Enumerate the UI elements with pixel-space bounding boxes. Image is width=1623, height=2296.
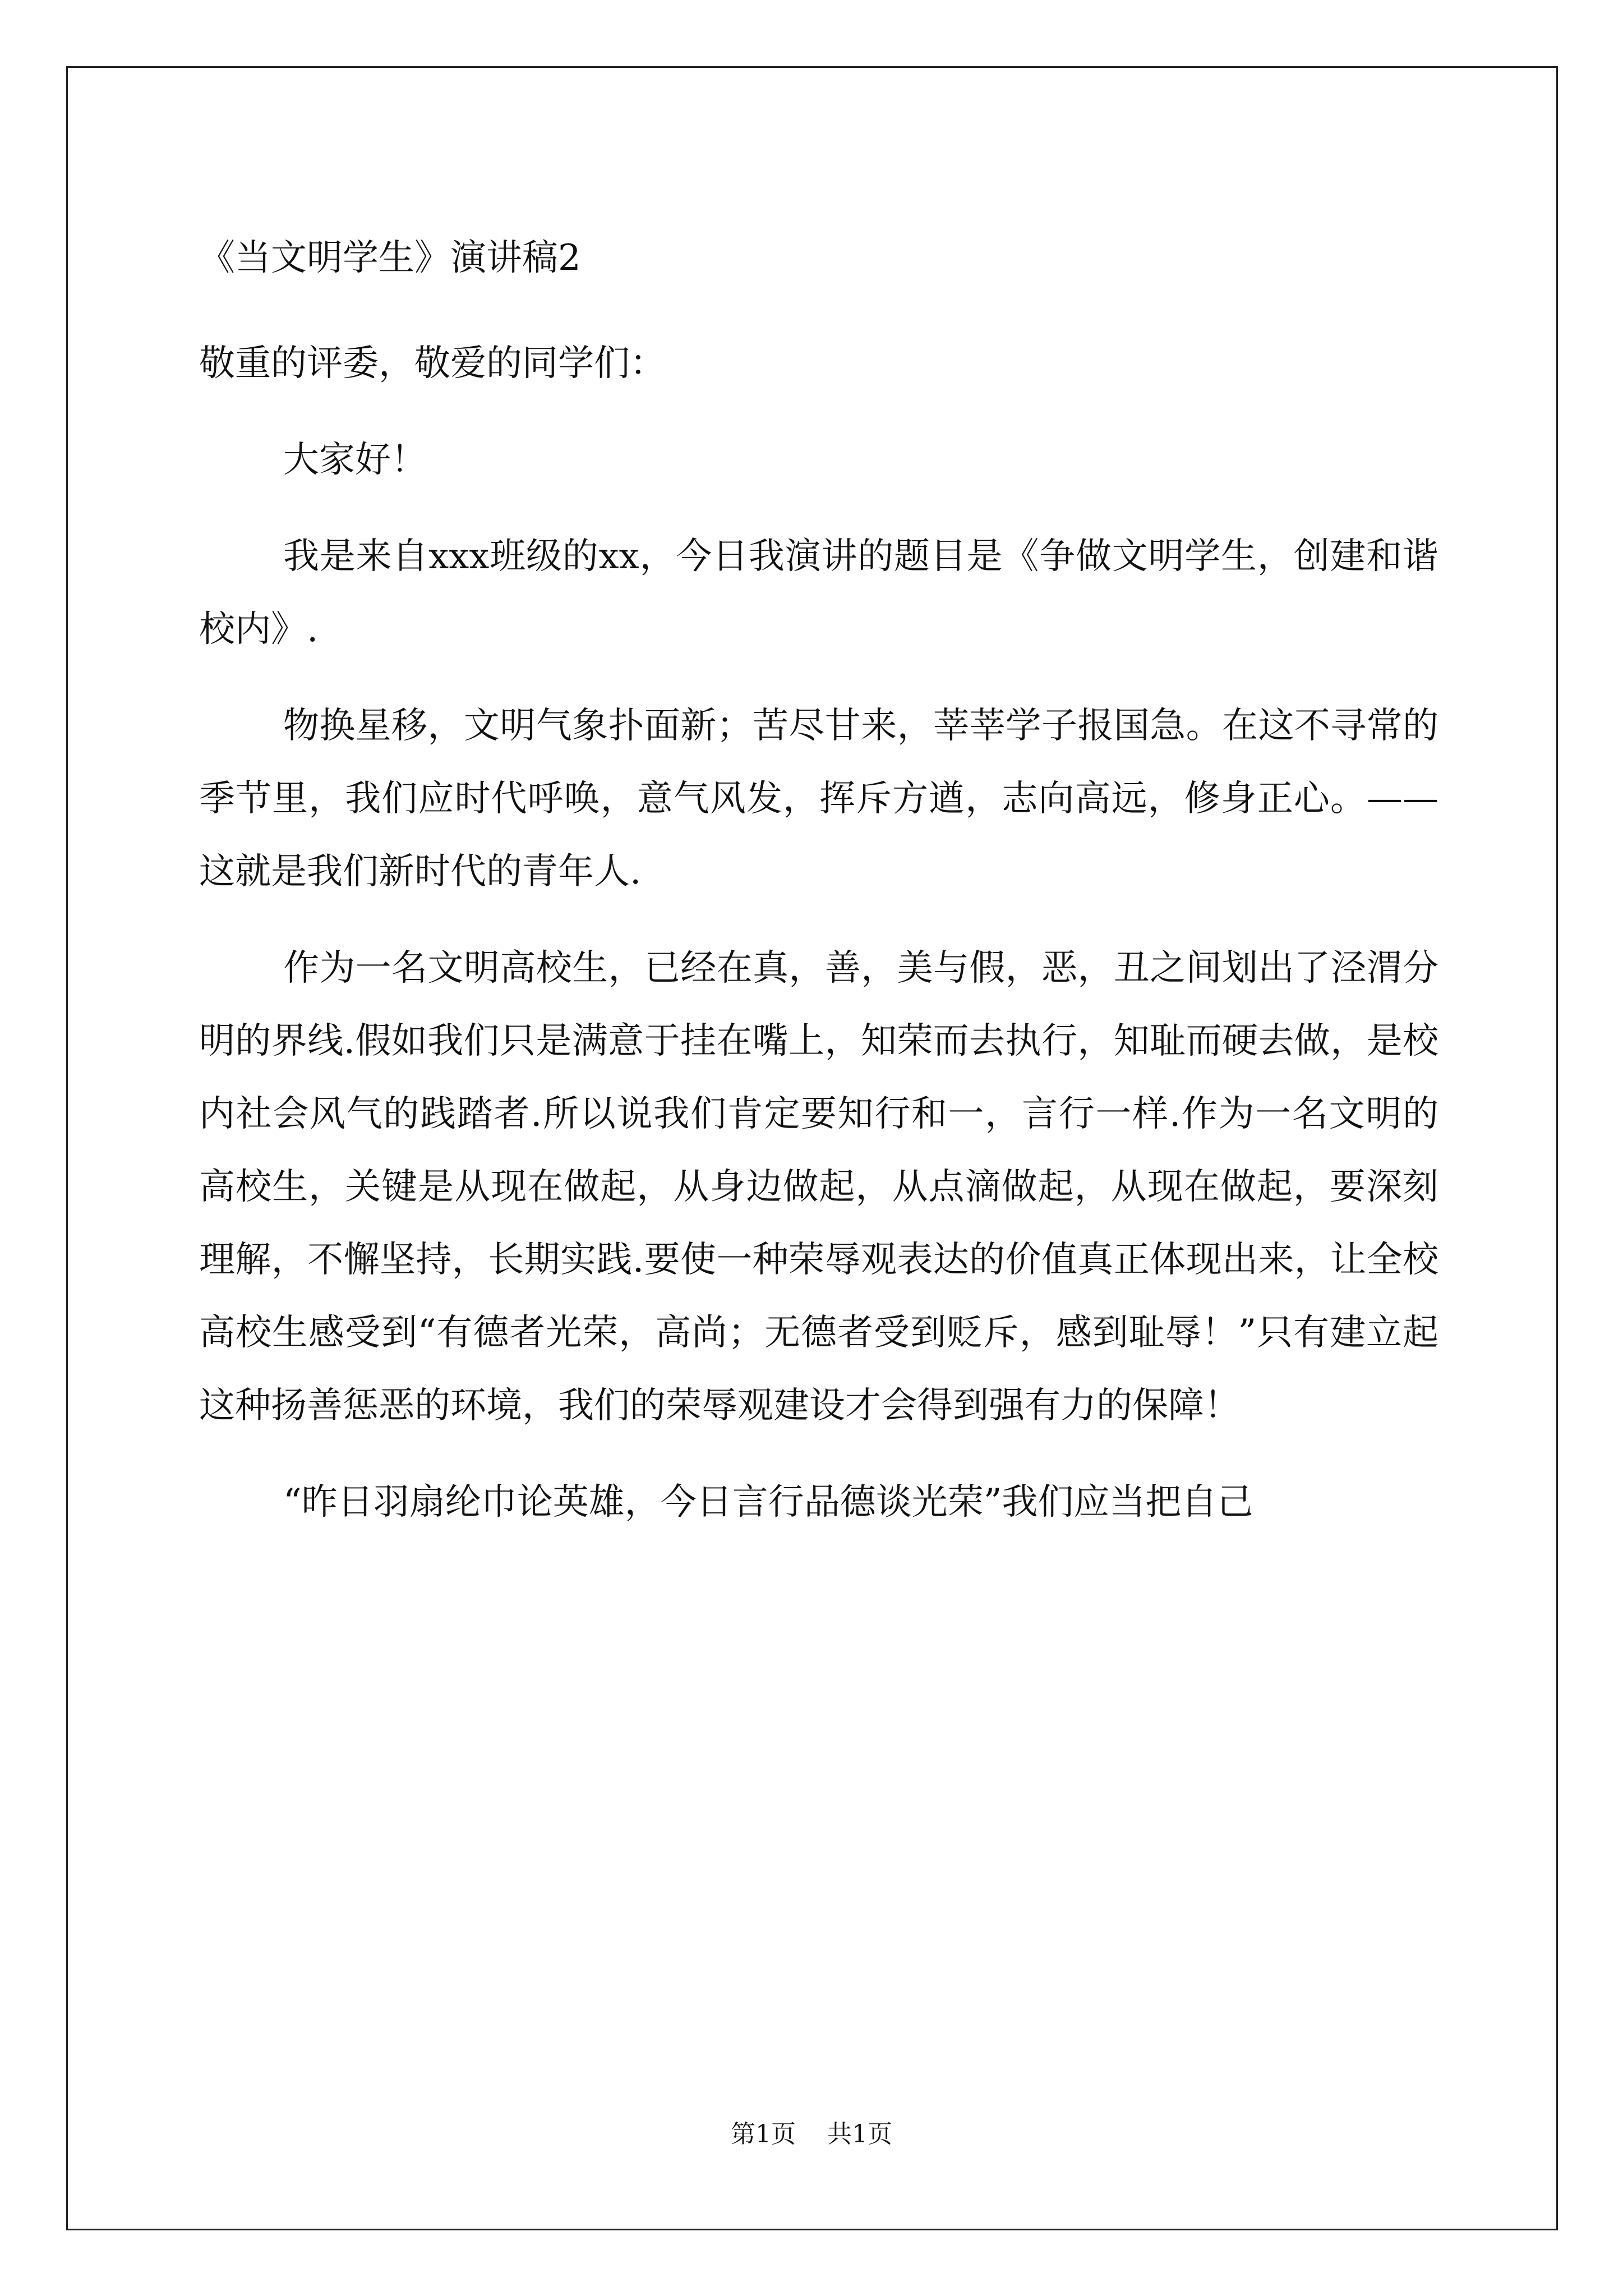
salutation: 敬重的评委，敬爱的同学们：	[199, 343, 666, 384]
document-body	[199, 222, 1438, 1539]
paragraph-closing: “昨日羽扇纶巾论英雄，今日言行品德谈光荣”我们应当把自己	[283, 1481, 1253, 1523]
page-number: 第1页	[731, 2120, 796, 2148]
page-footer	[0, 2118, 1623, 2151]
paragraph-civilized-student: 作为一名文明高校生，已经在真，善，美与假，恶，丑之间划出了泾渭分明的界线.假如我们只是满意于挂在嘴上，知荣而去执行，知耻而硬去做，是校内社会风气的践踏者.所以说我们肯定要知行和一，言行一样.作为一名文明的高校生，关键是从现在做起，从身边做起，从点滴做起，从现在做起，要深刻理解，不懈坚持，长期实践.要使一种荣辱观表达的价值真正体现出来，让全校高校生感受到“有德者光荣，高尚；无德者受到贬斥，感到耻辱！”只有建立起这种扬善惩恶的环境，我们的荣辱观建设才会得到强有力的保障！	[199, 947, 1438, 1427]
paragraph-era: 物换星移，文明气象扑面新；苦尽甘来，莘莘学子报国急。在这不寻常的季节里，我们应时代呼唤，意气风发，挥斥方遒，志向高远，修身正心。——这就是我们新时代的青年人.	[199, 705, 1438, 892]
paragraph-greeting: 大家好！	[283, 439, 427, 481]
paragraph-introduction: 我是来自xxx班级的xx，今日我演讲的题目是《争做文明学生，创建和谐校内》.	[199, 536, 1438, 650]
document-title: 《当文明学生》演讲稿2	[199, 237, 581, 279]
page-total: 共1页	[827, 2120, 892, 2148]
